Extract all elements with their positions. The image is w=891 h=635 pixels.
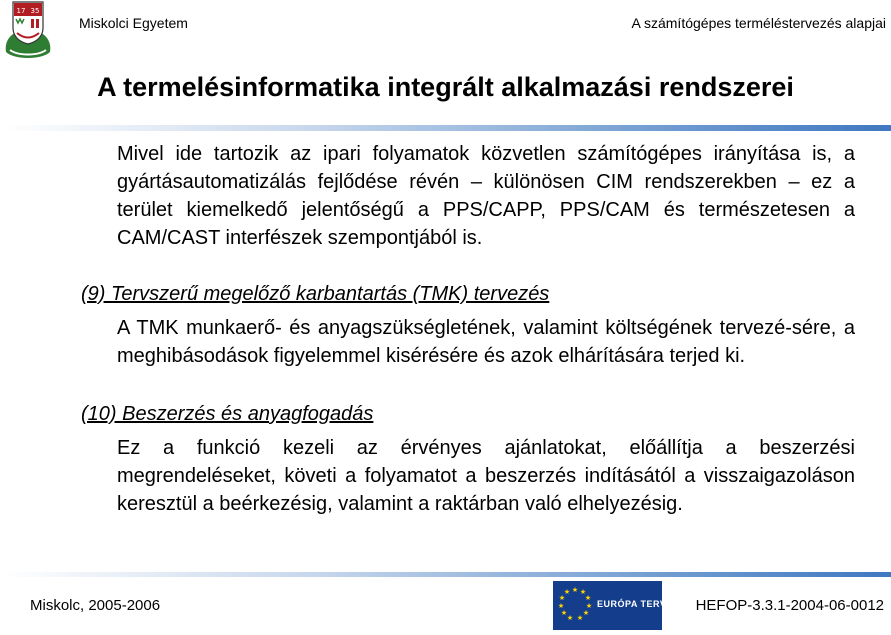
svg-text:★: ★ <box>582 609 590 617</box>
paragraph-process-control: Mivel ide tartozik az ipari folyamatok közvetlen számítógépes irányítása is, a gyártásautomatizálás fejlődése révén – különösen CIM rendszerekben – ez a terület kiemelkedő jelentőségű a PPS/CAPP, PPS/CAM és természetesen a CAM/CAST interfészek szempontjából is. <box>117 143 855 249</box>
paragraph-procurement: Ez a funkció kezeli az érvényes ajánlatokat, előállítja a beszerzési megrendeléseket, követi a folyamatot a beszerzés indításától a visszaigazoláson keresztül a beérkezésig, valamint a raktárban való elhelyezésig. <box>117 437 855 515</box>
europa-terv-logo <box>553 581 667 630</box>
svg-text:★: ★ <box>560 609 568 617</box>
svg-text:★: ★ <box>558 594 566 602</box>
europa-terv-label: EURÓPA TERV <box>597 599 667 609</box>
svg-text:★: ★ <box>576 614 584 622</box>
svg-text:★: ★ <box>566 614 574 622</box>
footer-place-years: Miskolc, 2005-2006 <box>30 597 161 614</box>
slide-title: A termelésinformatika integrált alkalmazási rendszerei <box>97 72 794 102</box>
eu-stars-icon <box>553 581 597 630</box>
svg-text:★: ★ <box>563 588 571 596</box>
svg-text:★: ★ <box>557 602 565 610</box>
footer-divider <box>0 572 891 577</box>
crest-year-right: 35 <box>30 7 40 15</box>
header-institution: Miskolci Egyetem <box>79 15 188 31</box>
svg-text:★: ★ <box>579 588 587 596</box>
paragraph-maintenance: A TMK munkaerő- és anyagszükségletének, valamint költségének tervezé-sére, a meghibásodások figyelemmel kisérésére és azok elhárítására terjed ki. <box>117 317 855 367</box>
title-divider <box>0 125 891 131</box>
svg-text:★: ★ <box>585 602 593 610</box>
svg-text:★: ★ <box>584 594 592 602</box>
svg-text:★: ★ <box>571 586 579 594</box>
crest-year-left: 17 <box>16 7 26 15</box>
university-crest-logo <box>2 0 54 62</box>
footer-project-code: HEFOP-3.3.1-2004-06-0012 <box>695 597 884 614</box>
heading-procurement: (10) Beszerzés és anyagfogadás <box>81 403 374 425</box>
heading-maintenance-planning: (9) Tervszerű megelőző karbantartás (TMK) tervezés <box>81 283 550 305</box>
header-course-title: A számítógépes terméléstervezés alapjai <box>631 15 886 31</box>
